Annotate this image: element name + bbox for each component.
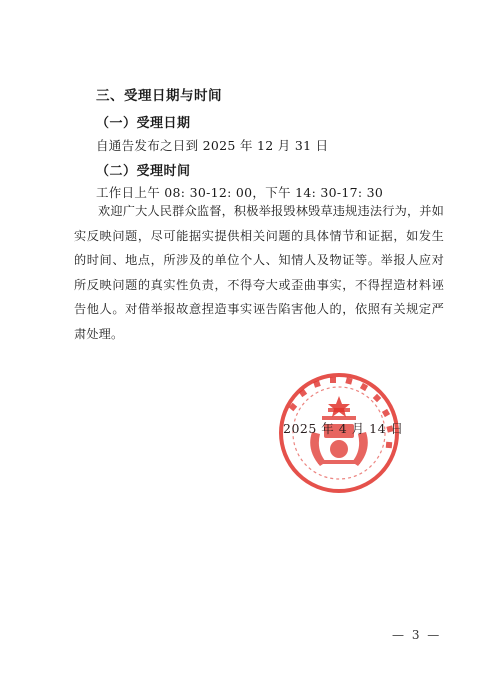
section-heading: 三、受理日期与时间 [96, 88, 222, 104]
acceptance-time-label: （二）受理时间 [96, 164, 191, 179]
acceptance-date-value: 自通告发布之日到 2025 年 12 月 31 日 [96, 138, 329, 153]
body-paragraph: 欢迎广大人民群众监督，积极举报毁林毁草违规违法行为，并如实反映问题，尽可能据实提供相关问题的具体情节和证据，如发生的时间、地点，所涉及的单位个人、知情人及物证等。举报人应对所反映问题的真实性负责，不得夸大或歪曲事实，不得捏造材料诬告他人。对借举报故意捏造事实诬告陷害他人的，依照有关规定严肃处理。 [74, 204, 444, 341]
acceptance-date-label: （一）受理日期 [96, 116, 191, 131]
acceptance-time-value: 工作日上午 08: 30-12: 00，下午 14: 30-17: 30 [96, 185, 384, 200]
page-number: — 3 — [392, 628, 442, 642]
signature-date: 2025 年 4 月 14 日 [283, 421, 404, 436]
